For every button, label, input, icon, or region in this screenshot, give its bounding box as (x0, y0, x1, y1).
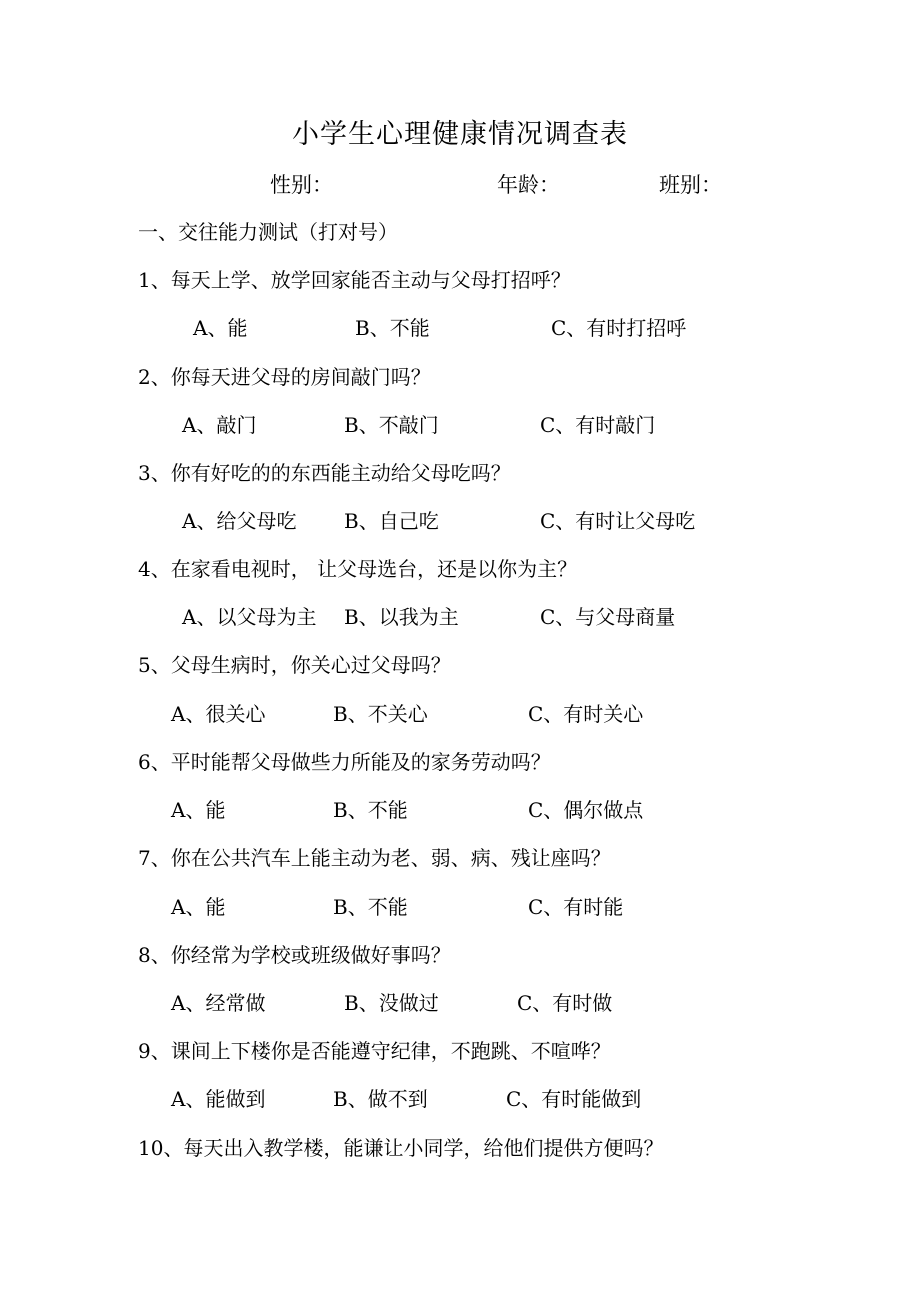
question-2: 2、你每天进父母的房间敲门吗？ (138, 365, 431, 389)
page-title: 小学生心理健康情况调查表 (292, 119, 628, 150)
q7-option-b[interactable]: B、不能 (333, 895, 408, 919)
q4-option-b[interactable]: B、以我为主 (344, 605, 459, 629)
gender-label: 性别： (270, 173, 333, 197)
q6-option-b[interactable]: B、不能 (333, 798, 408, 822)
q9-option-b[interactable]: B、做不到 (333, 1087, 428, 1111)
q5-option-c[interactable]: C、有时关心 (528, 702, 644, 726)
q3-option-c[interactable]: C、有时让父母吃 (540, 509, 696, 533)
q4-option-a[interactable]: A、以父母为主 (182, 605, 317, 629)
q6-option-a[interactable]: A、能 (171, 798, 226, 822)
question-10: 10、每天出入教学楼，能谦让小同学，给他们提供方便吗？ (138, 1136, 664, 1160)
q8-option-c[interactable]: C、有时做 (517, 991, 613, 1015)
q1-option-b[interactable]: B、不能 (355, 316, 430, 340)
q1-option-c[interactable]: C、有时打招呼 (551, 316, 687, 340)
q6-option-c[interactable]: C、偶尔做点 (528, 798, 644, 822)
question-4: 4、在家看电视时， 让父母选台，还是以你为主？ (138, 557, 578, 581)
question-1: 1、每天上学、放学回家能否主动与父母打招呼？ (138, 268, 571, 292)
q9-option-c[interactable]: C、有时能做到 (506, 1087, 642, 1111)
question-8: 8、你经常为学校或班级做好事吗？ (138, 943, 451, 967)
q7-option-a[interactable]: A、能 (171, 895, 226, 919)
q2-option-a[interactable]: A、敲门 (182, 413, 257, 437)
q2-option-c[interactable]: C、有时敲门 (540, 413, 656, 437)
q8-option-a[interactable]: A、经常做 (171, 991, 266, 1015)
q8-option-b[interactable]: B、没做过 (344, 991, 439, 1015)
question-6: 6、平时能帮父母做些力所能及的家务劳动吗？ (138, 750, 551, 774)
q5-option-a[interactable]: A、很关心 (171, 702, 266, 726)
class-label: 班别： (659, 173, 722, 197)
q3-option-b[interactable]: B、自己吃 (344, 509, 439, 533)
q4-option-c[interactable]: C、与父母商量 (540, 605, 676, 629)
question-5: 5、父母生病时，你关心过父母吗？ (138, 653, 451, 677)
q5-option-b[interactable]: B、不关心 (333, 702, 428, 726)
q9-option-a[interactable]: A、能做到 (171, 1087, 266, 1111)
question-7: 7、你在公共汽车上能主动为老、弱、病、残让座吗？ (138, 846, 611, 870)
age-label: 年龄： (497, 173, 560, 197)
question-3: 3、你有好吃的的东西能主动给父母吃吗？ (138, 461, 511, 485)
question-9: 9、课间上下楼你是否能遵守纪律，不跑跳、不喧哗？ (138, 1039, 611, 1063)
q7-option-c[interactable]: C、有时能 (528, 895, 624, 919)
q1-option-a[interactable]: A、能 (193, 316, 248, 340)
q2-option-b[interactable]: B、不敲门 (344, 413, 439, 437)
q3-option-a[interactable]: A、给父母吃 (182, 509, 297, 533)
section-heading: 一、交往能力测试（打对号） (138, 220, 398, 244)
